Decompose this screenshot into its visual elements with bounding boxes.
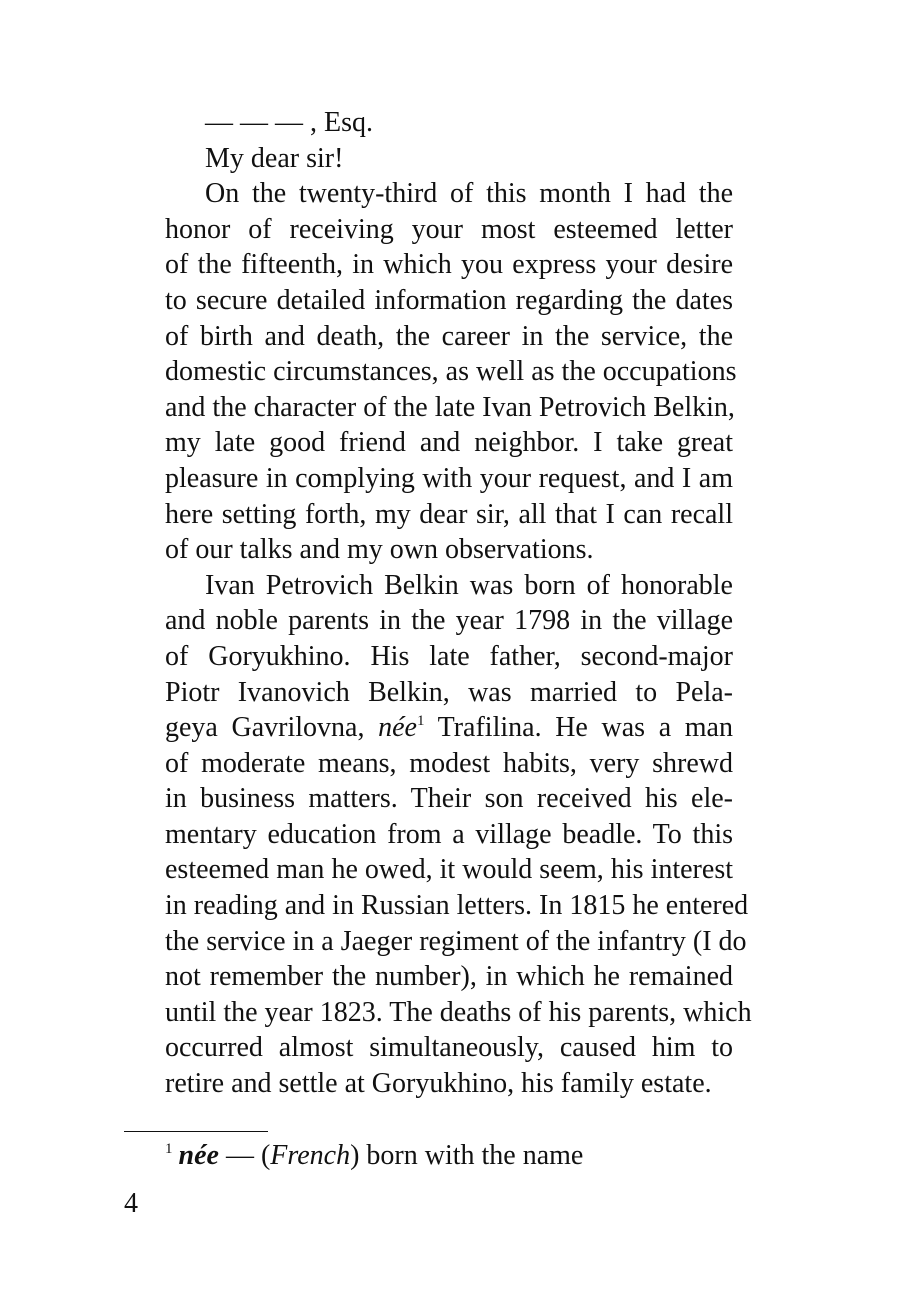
text-line: On the twenty-third of this month I had the <box>205 178 733 210</box>
text-fragment: Trafilina. He was a man <box>424 712 733 744</box>
footnote-term: née <box>178 1140 219 1171</box>
main-text <box>165 105 752 1102</box>
text-line: until the year 1823. The deaths of his parents, which <box>165 996 752 1028</box>
text-line: not remember the number), in which he remained <box>165 961 733 993</box>
text-line: my late good friend and neighbor. I take great <box>165 427 733 459</box>
text-line: occurred almost simultaneously, caused him to <box>165 1032 733 1064</box>
text-line: of Goryukhino. His late father, second-major <box>165 640 733 672</box>
text-line: of our talks and my own observations. <box>165 534 594 566</box>
text-line: retire and settle at Goryukhino, his family estate. <box>165 1068 712 1100</box>
text-line: pleasure in complying with your request, and I am <box>165 462 733 494</box>
text-line: of birth and death, the career in the service, the <box>165 320 733 352</box>
paragraph-2 <box>165 568 752 1102</box>
text-line: Ivan Petrovich Belkin was born of honorable <box>205 569 733 601</box>
text-line: and the character of the late Ivan Petrovich Belkin, <box>165 391 735 423</box>
footnote-language: French <box>270 1140 351 1171</box>
text-line: in reading and in Russian letters. In 1815 he entered <box>165 890 749 922</box>
text-line: in business matters. Their son received his ele- <box>165 783 733 815</box>
text-line: Piotr Ivanovich Belkin, was married to Pela- <box>165 676 733 708</box>
text-fragment: geya Gavrilovna, <box>165 712 379 744</box>
footnote-dash: — ( <box>218 1140 271 1171</box>
text-line: honor of receiving your most esteemed letter <box>165 213 733 245</box>
footnote-number: 1 <box>165 1141 173 1157</box>
foreign-term: née <box>378 712 417 744</box>
text-line: domestic circumstances, as well as the occupations <box>165 356 737 388</box>
text-line: esteemed man he owed, it would seem, his interest <box>165 854 733 886</box>
footnote <box>165 1138 583 1174</box>
footnote-definition: ) born with the name <box>350 1140 584 1171</box>
page-number: 4 <box>124 1188 138 1219</box>
paragraph-1 <box>165 176 737 568</box>
address-line: — — — , Esq. <box>205 107 373 138</box>
salutation: My dear sir! <box>205 142 344 174</box>
text-line: of the fifteenth, in which you express your desire <box>165 249 733 281</box>
text-line: and noble parents in the year 1798 in the village <box>165 605 733 637</box>
text-line: mentary education from a village beadle. To this <box>165 818 733 850</box>
text-line: to secure detailed information regarding the dates <box>165 284 733 316</box>
footnote-reference[interactable]: 1 <box>416 713 425 730</box>
text-line: of moderate means, modest habits, very shrewd <box>165 747 733 779</box>
text-line: the service in a Jaeger regiment of the infantry (I do <box>165 925 747 957</box>
text-line-with-footnote <box>165 710 733 746</box>
text-line: here setting forth, my dear sir, all that I can recall <box>165 498 733 530</box>
footnote-divider <box>124 1131 268 1132</box>
